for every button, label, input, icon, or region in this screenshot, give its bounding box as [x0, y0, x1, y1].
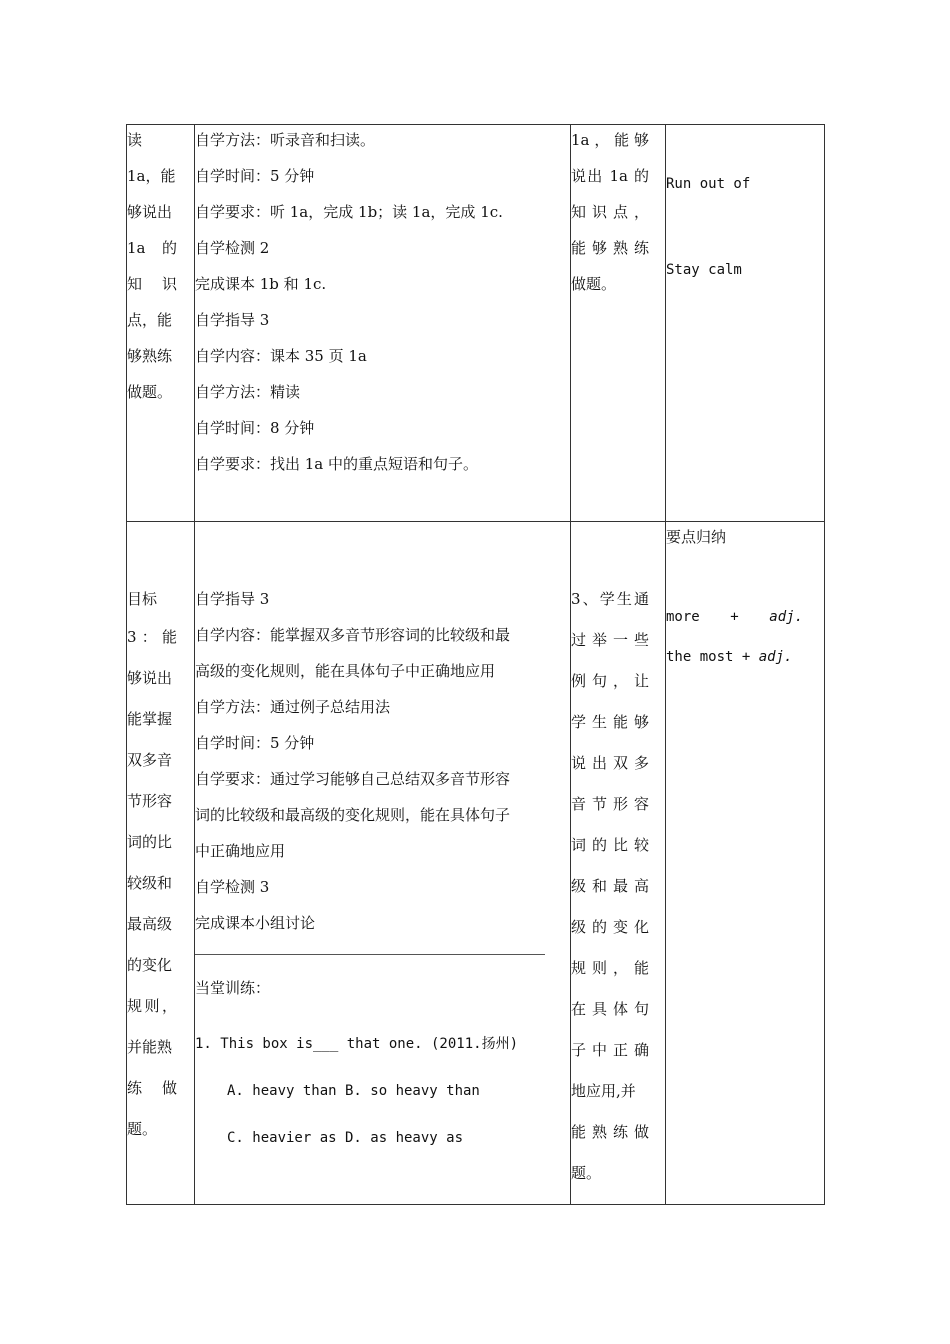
list-item: 自学检测 2 [195, 239, 270, 257]
list-item: 词的比较级和最高级的变化规则，能在具体句子 [195, 806, 511, 824]
row2-goal-cell [127, 522, 195, 1205]
list-item: 自学要求：听 1a，完成 1b；读 1a，完成 1c. [195, 203, 503, 221]
list-item: 自学时间：5 分钟 [195, 734, 315, 752]
list-item: 题。 [571, 1164, 602, 1182]
list-item: 最高级 [127, 915, 173, 933]
list-item: 自学内容：课本 35 页 1a [195, 347, 367, 365]
list-item: 做题。 [571, 275, 617, 293]
answer-blank-line [195, 954, 545, 955]
list-item: 的变化 [127, 956, 173, 974]
row1-objective-cell [571, 125, 666, 522]
formula-most [666, 642, 824, 678]
row2-objective-cell [571, 522, 666, 1205]
list-item: 自学要求：找出 1a 中的重点短语和句子。 [195, 455, 479, 473]
list-item: 较级和 [127, 874, 173, 892]
list-item: 点，能 [127, 311, 173, 329]
practice-options: C. heavier as D. as heavy as [227, 1130, 464, 1146]
practice-question: 1. This box is___ that one. (2011.扬州) [195, 1036, 519, 1052]
list-item: 目标 [127, 590, 158, 608]
list-item: 音节形容 [571, 795, 649, 813]
list-item: 3：能 [127, 628, 177, 646]
list-item: 自学检测 3 [195, 878, 270, 896]
table-row [127, 125, 825, 522]
list-item: 能掌握 [127, 710, 173, 728]
list-item: 中正确地应用 [195, 842, 286, 860]
list-item: 自学方法：听录音和扫读。 [195, 131, 376, 149]
list-item: 子中正确 [571, 1041, 649, 1059]
list-item: Stay calm [666, 262, 742, 278]
list-item: 做题。 [127, 383, 173, 401]
table-row [127, 522, 825, 1205]
formula-text: more [666, 609, 700, 625]
list-item: 自学指导 3 [195, 590, 270, 608]
list-item: 级的变化 [571, 918, 649, 936]
list-item: 能熟练做 [571, 1123, 649, 1141]
list-item: 自学时间：8 分钟 [195, 419, 315, 437]
list-item: 自学要求：通过学习能够自己总结双多音节形容 [195, 770, 511, 788]
list-item: 说出 1a 的 [571, 167, 649, 185]
list-item: 自学方法：精读 [195, 383, 301, 401]
list-item: 1a，能 [127, 167, 176, 185]
list-item: 够熟练 [127, 347, 173, 365]
formula-text: + [730, 609, 739, 625]
formula-text: the most + [666, 649, 751, 665]
list-item: 知 识 [127, 275, 177, 293]
list-item: 自学方法：通过例子总结用法 [195, 698, 391, 716]
practice-label: 当堂训练： [195, 979, 271, 997]
practice-options: A. heavy than B. so heavy than [227, 1083, 480, 1099]
list-item: 够说出 [127, 203, 173, 221]
row1-guidance-cell [195, 125, 571, 522]
row2-guidance-cell [195, 522, 571, 1205]
lesson-plan-table [126, 124, 825, 1205]
list-item: 够说出 [127, 669, 173, 687]
list-item: 1a 的 [127, 239, 177, 257]
list-item: 词的比较 [571, 836, 649, 854]
list-item: 在具体句 [571, 1000, 649, 1018]
list-item: 读 [127, 131, 143, 149]
list-item: 知识点， [571, 203, 649, 221]
list-item: 练 做 [127, 1079, 177, 1097]
list-item: 自学指导 3 [195, 311, 270, 329]
list-item: 节形容 [127, 792, 173, 810]
list-item: 自学时间：5 分钟 [195, 167, 315, 185]
row1-goal-cell [127, 125, 195, 522]
list-item: 并能熟 [127, 1038, 173, 1056]
list-item: 级和最高 [571, 877, 649, 895]
list-item: 学生能够 [571, 713, 649, 731]
list-item: 自学内容：能掌握双多音节形容词的比较级和最 [195, 626, 511, 644]
list-item: 完成课本 1b 和 1c. [195, 275, 327, 293]
formula-more [666, 602, 803, 638]
list-item: 题。 [127, 1120, 158, 1138]
list-item: 词的比 [127, 833, 173, 851]
list-item: 能够熟练 [571, 239, 649, 257]
row2-notes-cell [666, 522, 825, 1205]
list-item: 1a，能够 [571, 131, 649, 149]
section-heading: 要点归纳 [666, 528, 727, 546]
formula-text: adj. [769, 609, 803, 625]
row1-notes-cell [666, 125, 825, 522]
list-item: Run out of [666, 176, 751, 192]
list-item: 例句，让 [571, 672, 649, 690]
list-item: 规则， [127, 997, 177, 1015]
list-item: 完成课本小组讨论 [195, 914, 316, 932]
list-item: 过举一些 [571, 631, 649, 649]
formula-text: adj. [758, 649, 793, 665]
list-item: 地应用,并 [571, 1082, 636, 1100]
list-item: 说出双多 [571, 754, 649, 772]
list-item: 高级的变化规则，能在具体句子中正确地应用 [195, 662, 496, 680]
list-item: 规则，能 [571, 959, 649, 977]
list-item: 3、学生通 [571, 590, 649, 608]
list-item: 双多音 [127, 751, 173, 769]
